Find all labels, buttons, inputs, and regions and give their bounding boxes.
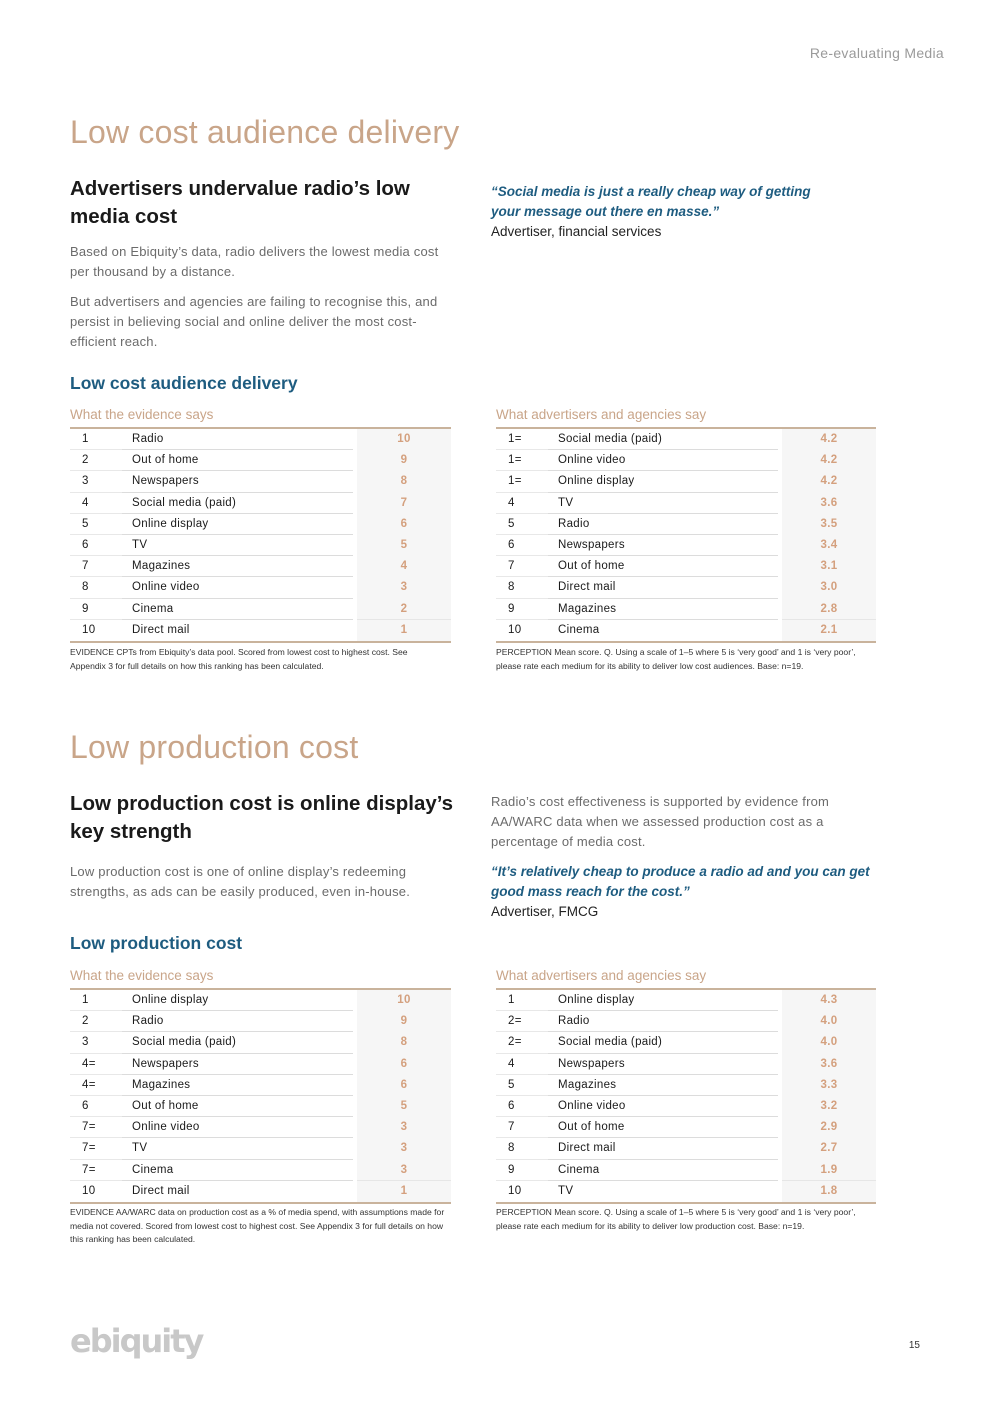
rank-cell: 5	[496, 514, 548, 535]
section2-body	[70, 862, 455, 902]
rank-cell: 10	[82, 1185, 96, 1198]
rank-cell: 1=	[496, 450, 548, 471]
table-row	[496, 577, 876, 598]
table-row	[70, 599, 451, 620]
score-cell: 10	[357, 429, 451, 451]
medium-cell: Radio	[548, 514, 778, 535]
section-title-production-cost: Low production cost	[70, 729, 359, 765]
note-text: AA/WARC data on production cost as a % of media spend, with assumptions made for media not covered. Scored from lowest cost to highest cost. See Appendix 3 for full details on how this ranking has been calculated.	[70, 1207, 445, 1244]
rank-cell: 4	[496, 1054, 548, 1075]
rank-cell: 3	[70, 471, 122, 492]
rank-cell: 1	[70, 429, 122, 450]
table-row	[496, 1181, 876, 1202]
table-row	[496, 1075, 876, 1096]
table-row	[70, 1096, 451, 1117]
medium-cell: TV	[558, 1185, 574, 1198]
medium-cell: Radio	[122, 429, 353, 450]
medium-cell: Cinema	[548, 1160, 778, 1181]
score-cell: 3.2	[782, 1095, 876, 1117]
rank-cell: 2=	[496, 1011, 548, 1032]
medium-cell: Online display	[122, 514, 353, 535]
medium-cell: Social media (paid)	[548, 1032, 778, 1053]
rank-cell: 7=	[70, 1160, 122, 1181]
medium-cell: Magazines	[122, 556, 353, 577]
table-row	[70, 514, 451, 535]
score-cell: 2.8	[782, 598, 876, 620]
score-cell: 3.6	[782, 1053, 876, 1075]
score-cell: 3.4	[782, 534, 876, 556]
table-row	[70, 1054, 451, 1075]
score-cell: 4.0	[782, 1032, 876, 1054]
medium-cell: Online video	[548, 450, 778, 471]
rank-cell: 4=	[70, 1075, 122, 1096]
table-row	[70, 471, 451, 492]
table-row	[496, 450, 876, 471]
page-number: 15	[908, 1340, 920, 1351]
score-cell: 8	[357, 1032, 451, 1054]
table-row	[496, 990, 876, 1011]
section1-body	[70, 242, 455, 352]
running-header: Re-evaluating Media	[809, 45, 944, 61]
rank-cell: 4	[70, 493, 122, 514]
perception-table	[496, 427, 876, 643]
note-prefix: EVIDENCE	[70, 647, 114, 657]
rank-cell: 10	[508, 624, 522, 637]
score-cell: 4.2	[782, 429, 876, 451]
medium-cell: Online display	[548, 471, 778, 492]
table-row	[496, 556, 876, 577]
section2-right-column	[491, 792, 876, 922]
table-row	[70, 577, 451, 598]
note-text: Mean score. Q. Using a scale of 1–5 where 5 is ‘very good’ and 1 is ‘very poor’, please rate each medium for its ability to deliver low cost audiences. Base: n=19.	[496, 647, 856, 671]
medium-cell: Social media (paid)	[548, 429, 778, 450]
evidence-table	[70, 427, 451, 643]
score-cell: 4.3	[782, 990, 876, 1012]
score-cell: 2	[357, 598, 451, 620]
quote-attribution: Advertiser, FMCG	[491, 904, 599, 919]
rank-cell: 5	[496, 1075, 548, 1096]
medium-cell: Online display	[548, 990, 778, 1011]
quote-text: “It’s relatively cheap to produce a radio ad and you can get good mass reach for the cost.”	[491, 864, 870, 899]
score-cell: 6	[357, 513, 451, 535]
score-cell: 3.3	[782, 1074, 876, 1096]
medium-cell: Newspapers	[122, 1054, 353, 1075]
rank-cell: 2	[70, 1011, 122, 1032]
medium-cell: TV	[122, 1138, 353, 1159]
medium-cell: Magazines	[122, 1075, 353, 1096]
score-cell: 3.6	[782, 492, 876, 514]
medium-cell: Direct mail	[132, 624, 190, 637]
score-cell: 4.0	[782, 1011, 876, 1033]
note-prefix: PERCEPTION	[496, 647, 552, 657]
medium-cell: Out of home	[122, 1096, 353, 1117]
table-row	[70, 493, 451, 514]
medium-cell: Online display	[122, 990, 353, 1011]
ebiquity-logo: ebiquity	[70, 1322, 203, 1360]
evidence-label: What the evidence says	[70, 407, 214, 422]
section-title-audience-delivery: Low cost audience delivery	[70, 114, 460, 150]
score-cell: 1.8	[782, 1181, 876, 1202]
score-cell: 9	[357, 1011, 451, 1033]
subheading-radio-undervalued: Advertisers undervalue radio’s low media cost	[70, 177, 410, 228]
rank-cell: 4=	[70, 1054, 122, 1075]
table-row	[496, 514, 876, 535]
body-paragraph: Low production cost is one of online display’s redeeming strengths, as ads can be easily produced, even in-house.	[70, 864, 411, 899]
score-cell: 4	[357, 556, 451, 578]
rank-cell: 9	[496, 599, 548, 620]
note-prefix: EVIDENCE	[70, 1207, 114, 1217]
score-cell: 5	[357, 1095, 451, 1117]
medium-cell: Newspapers	[122, 471, 353, 492]
quote-text: “Social media is just a really cheap way of getting your message out there en masse.”	[491, 184, 811, 219]
score-cell: 6	[357, 1074, 451, 1096]
score-cell: 3	[357, 1138, 451, 1160]
rank-cell: 2	[70, 450, 122, 471]
rank-cell: 8	[496, 577, 548, 598]
table-row	[496, 1160, 876, 1181]
rank-cell: 2=	[496, 1032, 548, 1053]
medium-cell: Online video	[548, 1096, 778, 1117]
rank-cell: 9	[70, 599, 122, 620]
perception-label: What advertisers and agencies say	[496, 968, 707, 983]
table-row	[496, 493, 876, 514]
evidence-table	[70, 988, 451, 1204]
table-row	[70, 1011, 451, 1032]
table-row	[496, 429, 876, 450]
table-heading: Low cost audience delivery	[70, 373, 298, 393]
score-cell: 2.9	[782, 1117, 876, 1139]
score-cell: 3.5	[782, 513, 876, 535]
table-row	[70, 1117, 451, 1138]
medium-cell: Social media (paid)	[122, 1032, 353, 1053]
medium-cell: Newspapers	[548, 1054, 778, 1075]
score-cell: 2.1	[782, 620, 876, 641]
score-cell: 8	[357, 471, 451, 493]
rank-cell: 7=	[70, 1138, 122, 1159]
medium-cell: TV	[548, 493, 778, 514]
rank-cell: 10	[508, 1185, 522, 1198]
rank-cell: 1=	[496, 471, 548, 492]
medium-cell: Social media (paid)	[122, 493, 353, 514]
medium-cell: Direct mail	[548, 1138, 778, 1159]
rank-cell: 1	[496, 990, 548, 1011]
rank-cell: 3	[70, 1032, 122, 1053]
score-cell: 3.0	[782, 577, 876, 599]
medium-cell: Magazines	[548, 1075, 778, 1096]
rank-cell: 7	[496, 1117, 548, 1138]
medium-cell: Radio	[548, 1011, 778, 1032]
table-row	[70, 1181, 451, 1202]
table-row	[496, 471, 876, 492]
rank-cell: 10	[82, 624, 96, 637]
medium-cell: Out of home	[122, 450, 353, 471]
medium-cell: Cinema	[122, 1160, 353, 1181]
medium-cell: Cinema	[558, 624, 600, 637]
rank-cell: 6	[496, 1096, 548, 1117]
rank-cell: 4	[496, 493, 548, 514]
table-row	[496, 1054, 876, 1075]
medium-cell: Out of home	[548, 556, 778, 577]
score-cell: 3	[357, 577, 451, 599]
perception-note	[496, 646, 881, 673]
rank-cell: 7	[496, 556, 548, 577]
subheading-online-display: Low production cost is online display’s key strength	[70, 792, 454, 843]
quote-attribution: Advertiser, financial services	[491, 224, 662, 239]
table-row	[496, 1096, 876, 1117]
rank-cell: 6	[496, 535, 548, 556]
table-row	[496, 1138, 876, 1159]
table-row	[70, 556, 451, 577]
table-row	[496, 535, 876, 556]
table-row	[70, 1075, 451, 1096]
body-paragraph: Radio’s cost effectiveness is supported by evidence from AA/WARC data when we assessed production cost as a percentage of media cost.	[491, 794, 830, 849]
note-prefix: PERCEPTION	[496, 1207, 552, 1217]
quote-block	[491, 182, 841, 242]
medium-cell: Direct mail	[548, 577, 778, 598]
medium-cell: TV	[122, 535, 353, 556]
evidence-label: What the evidence says	[70, 968, 214, 983]
rank-cell: 5	[70, 514, 122, 535]
medium-cell: Online video	[122, 577, 353, 598]
table-row	[70, 990, 451, 1011]
perception-label: What advertisers and agencies say	[496, 407, 707, 422]
medium-cell: Cinema	[122, 599, 353, 620]
medium-cell: Radio	[122, 1011, 353, 1032]
table-row	[496, 620, 876, 641]
table-row	[496, 1011, 876, 1032]
table-row	[496, 1117, 876, 1138]
evidence-note	[70, 1206, 445, 1247]
rank-cell: 1=	[496, 429, 548, 450]
rank-cell: 1	[70, 990, 122, 1011]
score-cell: 3	[357, 1159, 451, 1181]
note-text: Mean score. Q. Using a scale of 1–5 where 5 is ‘very good’ and 1 is ‘very poor’, please rate each medium for its ability to deliver low production cost. Base: n=19.	[496, 1207, 856, 1231]
table-row	[496, 1032, 876, 1053]
score-cell: 6	[357, 1053, 451, 1075]
medium-cell: Newspapers	[548, 535, 778, 556]
rank-cell: 6	[70, 1096, 122, 1117]
note-text: CPTs from Ebiquity’s data pool. Scored from lowest cost to highest cost. See Appendix 3 for full details on how this ranking has been calculated.	[70, 647, 408, 671]
score-cell: 7	[357, 492, 451, 514]
table-row	[70, 535, 451, 556]
score-cell: 9	[357, 450, 451, 472]
table-row	[70, 1032, 451, 1053]
rank-cell: 7=	[70, 1117, 122, 1138]
score-cell: 5	[357, 534, 451, 556]
score-cell: 10	[357, 990, 451, 1012]
medium-cell: Online video	[122, 1117, 353, 1138]
rank-cell: 9	[496, 1160, 548, 1181]
rank-cell: 8	[496, 1138, 548, 1159]
table-row	[496, 599, 876, 620]
body-paragraph: But advertisers and agencies are failing to recognise this, and persist in believing social and online deliver the most cost-efficient reach.	[70, 294, 438, 349]
table-row	[70, 620, 451, 641]
score-cell: 3.1	[782, 556, 876, 578]
score-cell: 2.7	[782, 1138, 876, 1160]
score-cell: 3	[357, 1117, 451, 1139]
medium-cell: Magazines	[548, 599, 778, 620]
table-row	[70, 1138, 451, 1159]
perception-table	[496, 988, 876, 1204]
table-row	[70, 450, 451, 471]
medium-cell: Out of home	[548, 1117, 778, 1138]
body-paragraph: Based on Ebiquity’s data, radio delivers the lowest media cost per thousand by a distance.	[70, 244, 439, 279]
score-cell: 1.9	[782, 1159, 876, 1181]
evidence-note	[70, 646, 445, 673]
score-cell: 4.2	[782, 471, 876, 493]
score-cell: 4.2	[782, 450, 876, 472]
table-row	[70, 1160, 451, 1181]
score-cell: 1	[357, 1181, 451, 1202]
rank-cell: 6	[70, 535, 122, 556]
table-row	[70, 429, 451, 450]
perception-note	[496, 1206, 881, 1233]
table-heading: Low production cost	[70, 933, 243, 953]
rank-cell: 8	[70, 577, 122, 598]
medium-cell: Direct mail	[132, 1185, 190, 1198]
score-cell: 1	[357, 620, 451, 641]
rank-cell: 7	[70, 556, 122, 577]
